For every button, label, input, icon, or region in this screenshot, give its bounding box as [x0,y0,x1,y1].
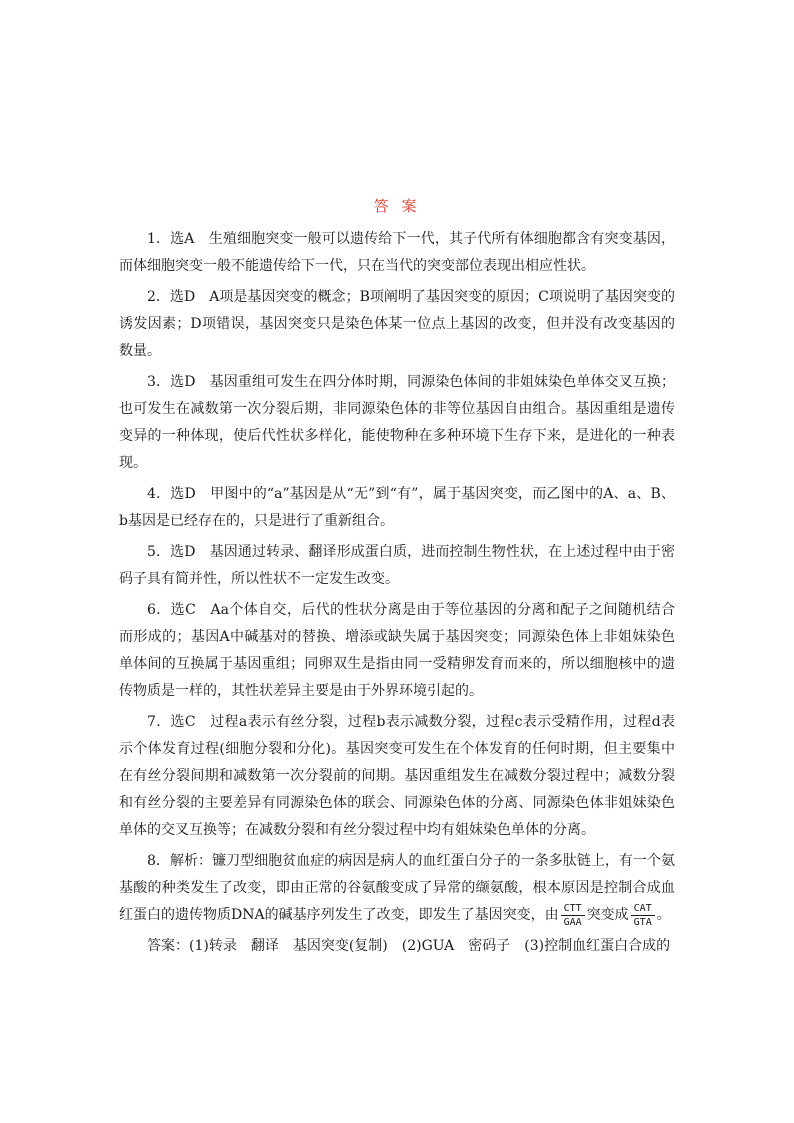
page-title: 答 案 [373,197,421,215]
answer-line: 答案：(1)转录 翻译 基因突变(复制) (2)GUA 密码子 (3)控制血红蛋白合成的 [147,938,671,954]
answer-item-4 [119,481,675,535]
answer-item-6 [119,597,675,705]
item-text: 过程a表示有丝分裂，过程b表示减数分裂，过程c表示受精作用，过程d表示个体发育过程(细胞分裂和分化)。基因突变可发生在个体发育的任何时期，但主要集中在有丝分裂间期和减数第一次分裂前的间期。基因重组发生在减数分裂过程中；减数分裂和有丝分裂的主要差异有同源染色体的联会、同源染色体的分离、同源染色体非姐妹染色单体的交叉互换等；在减数分裂和有丝分裂过程中均有姐妹染色单体的分离。 [119,714,675,838]
item-prefix: 7．选C [147,714,196,730]
item-prefix: 4．选D [147,486,196,502]
codon-top: CAT [631,903,655,916]
codon-bottom: GTA [633,916,652,928]
item-text-middle: 突变成 [586,907,629,923]
item-prefix: 1．选A [147,231,195,247]
answer-item-7 [119,709,675,844]
item-prefix: 2．选D [147,289,196,305]
answer-item-5 [119,539,675,593]
codon-bottom: GAA [563,916,582,928]
item-text: 生殖细胞突变一般可以遗传给下一代，其子代所有体细胞都含有突变基因，而体细胞突变一般不能遗传给下一代，只在当代的突变部位表现出相应性状。 [119,231,675,274]
codon-fraction-after [631,903,655,928]
item-text: 甲图中的“a”基因是从“无”到“有”，属于基因突变，而乙图中的A、a、B、b基因是已经存在的，只是进行了重新组合。 [119,486,675,529]
answer-item-2 [119,284,675,365]
answer-item-8 [119,848,675,929]
item-text: 基因通过转录、翻译形成蛋白质，进而控制生物性状，在上述过程中由于密码子具有简并性，所以性状不一定发生改变。 [119,544,675,587]
item-prefix: 5．选D [147,544,196,560]
item-prefix: 3．选D [147,374,196,390]
answer-item-1 [119,226,675,280]
item-text-end: 。 [656,907,671,923]
item-text: 镰刀型细胞贫血症的病因是病人的血红蛋白分子的一条多肽链上，有一个氨基酸的种类发生了改变，即由正常的谷氨酸变成了异常的缬氨酸，根本原因是控制合成血红蛋白的遗传物质DNA的碱基序列发生了改变，即发生了基因突变，由 [119,853,675,923]
item-text: 基因重组可发生在四分体时期，同源染色体间的非姐妹染色单体交叉互换；也可发生在减数第一次分裂后期，非同源染色体的非等位基因自由组合。基因重组是遗传变异的一种体现，使后代性状多样化，能使物种在多种环境下生存下来，是进化的一种表现。 [119,374,675,471]
codon-top: CTT [561,903,585,916]
codon-fraction-before [561,903,585,928]
answer-item-3 [119,369,675,477]
answer-content [119,226,675,960]
item-prefix: 8．解析： [147,853,213,869]
item-prefix: 6．选C [147,602,196,618]
item-text: A项是基因突变的概念；B项阐明了基因突变的原因；C项说明了基因突变的诱发因素；D项错误，基因突变只是染色体某一位点上基因的改变，但并没有改变基因的数量。 [119,289,675,359]
item-text: Aa个体自交，后代的性状分离是由于等位基因的分离和配子之间随机结合而形成的；基因A中碱基对的替换、增添或缺失属于基因突变；同源染色体上非姐妹染色单体间的互换属于基因重组；同卵双生是指由同一受精卵发育而来的，所以细胞核中的遗传物质是一样的，其性状差异主要是由于外界环境引起的。 [119,602,675,699]
